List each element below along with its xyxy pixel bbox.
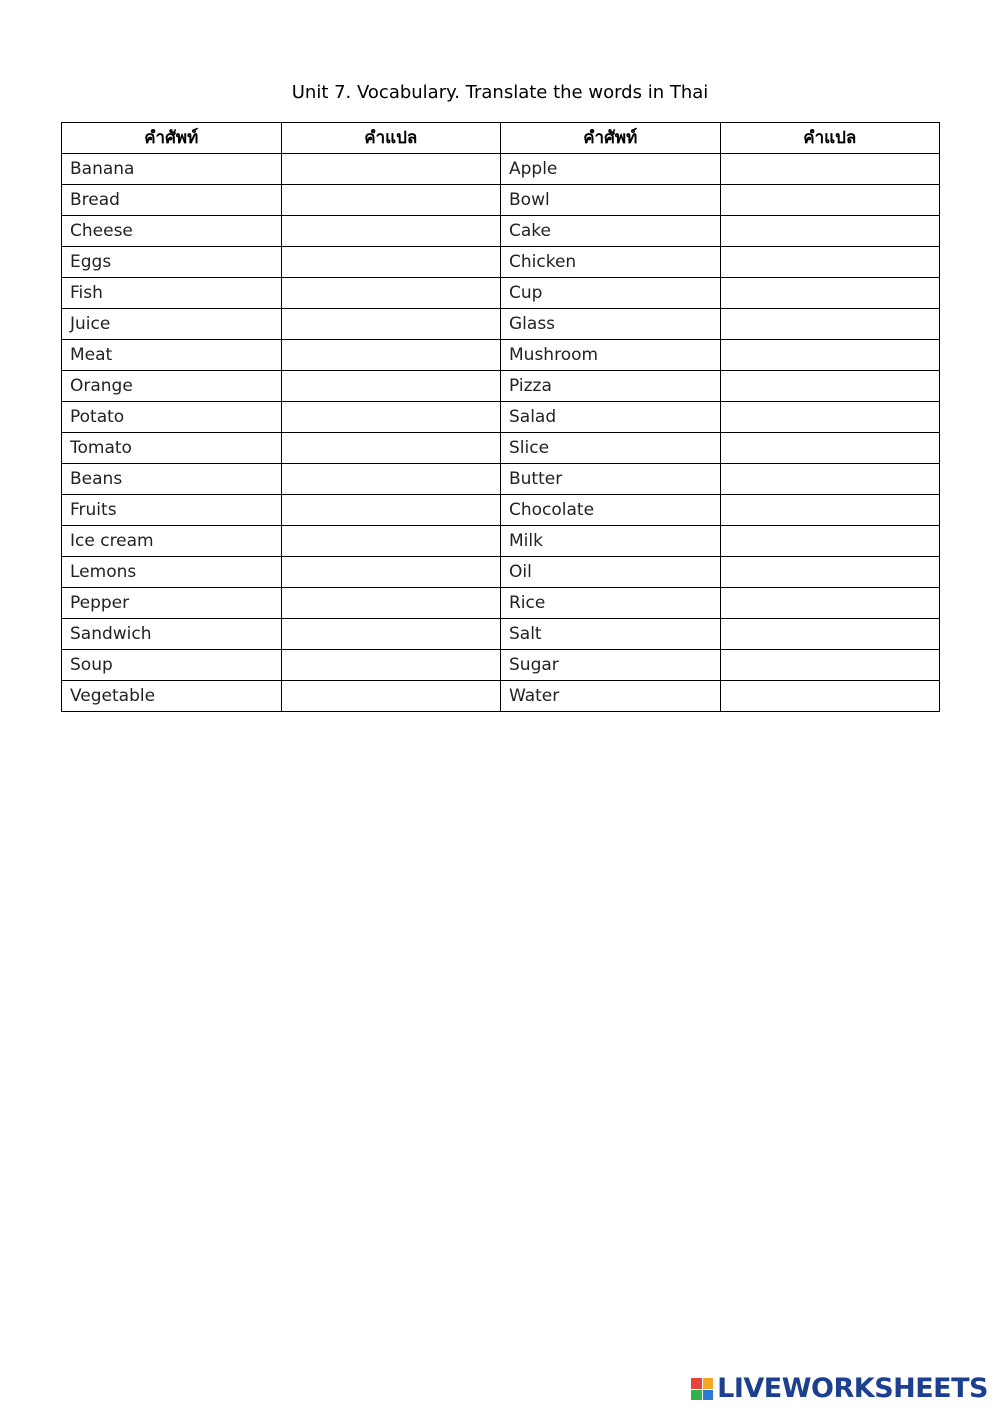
translation-answer-left[interactable]: [281, 216, 501, 247]
translation-answer-right[interactable]: [720, 247, 940, 278]
header-translation-2: คำแปล: [720, 123, 940, 154]
vocab-word-right: Apple: [501, 154, 721, 185]
logo-mark-icon: [691, 1378, 713, 1400]
vocab-word-left: Fish: [62, 278, 282, 309]
vocab-word-right: Cake: [501, 216, 721, 247]
table-row: [62, 464, 940, 495]
vocab-word-right: Mushroom: [501, 340, 721, 371]
translation-answer-right[interactable]: [720, 650, 940, 681]
translation-answer-right[interactable]: [720, 309, 940, 340]
liveworksheets-logo: [691, 1374, 988, 1404]
vocab-word-right: Sugar: [501, 650, 721, 681]
table-row: [62, 619, 940, 650]
vocab-word-right: Oil: [501, 557, 721, 588]
vocab-word-left: Fruits: [62, 495, 282, 526]
table-row: [62, 247, 940, 278]
translation-answer-left[interactable]: [281, 464, 501, 495]
vocab-word-left: Meat: [62, 340, 282, 371]
vocab-word-right: Water: [501, 681, 721, 712]
table-row: [62, 588, 940, 619]
translation-answer-left[interactable]: [281, 526, 501, 557]
translation-answer-left[interactable]: [281, 619, 501, 650]
vocab-word-left: Tomato: [62, 433, 282, 464]
vocab-word-left: Bread: [62, 185, 282, 216]
vocab-word-left: Beans: [62, 464, 282, 495]
translation-answer-left[interactable]: [281, 371, 501, 402]
vocab-word-right: Chicken: [501, 247, 721, 278]
translation-answer-right[interactable]: [720, 681, 940, 712]
vocab-word-left: Eggs: [62, 247, 282, 278]
vocab-word-left: Orange: [62, 371, 282, 402]
translation-answer-right[interactable]: [720, 526, 940, 557]
translation-answer-right[interactable]: [720, 402, 940, 433]
vocab-word-left: Juice: [62, 309, 282, 340]
table-row: [62, 340, 940, 371]
translation-answer-right[interactable]: [720, 495, 940, 526]
translation-answer-left[interactable]: [281, 340, 501, 371]
vocab-word-right: Butter: [501, 464, 721, 495]
translation-answer-left[interactable]: [281, 650, 501, 681]
translation-answer-right[interactable]: [720, 588, 940, 619]
translation-answer-right[interactable]: [720, 340, 940, 371]
table-row: [62, 278, 940, 309]
table-row: [62, 402, 940, 433]
translation-answer-right[interactable]: [720, 557, 940, 588]
vocab-word-left: Ice cream: [62, 526, 282, 557]
worksheet-title: Unit 7. Vocabulary. Translate the words in Thai: [291, 82, 709, 103]
vocab-word-right: Bowl: [501, 185, 721, 216]
translation-answer-left[interactable]: [281, 433, 501, 464]
translation-answer-left[interactable]: [281, 402, 501, 433]
translation-answer-right[interactable]: [720, 464, 940, 495]
table-row: [62, 154, 940, 185]
table-row: [62, 681, 940, 712]
logo-text: LIVEWORKSHEETS: [717, 1373, 988, 1404]
vocab-word-left: Pepper: [62, 588, 282, 619]
vocab-word-right: Slice: [501, 433, 721, 464]
translation-answer-left[interactable]: [281, 681, 501, 712]
translation-answer-right[interactable]: [720, 185, 940, 216]
table-row: [62, 495, 940, 526]
table-body: [62, 154, 940, 712]
translation-answer-left[interactable]: [281, 588, 501, 619]
table-row: [62, 526, 940, 557]
table-row: [62, 433, 940, 464]
translation-answer-left[interactable]: [281, 495, 501, 526]
vocab-word-right: Chocolate: [501, 495, 721, 526]
header-translation-1: คำแปล: [281, 123, 501, 154]
translation-answer-right[interactable]: [720, 154, 940, 185]
table-row: [62, 216, 940, 247]
vocab-word-right: Milk: [501, 526, 721, 557]
translation-answer-right[interactable]: [720, 278, 940, 309]
vocab-word-left: Sandwich: [62, 619, 282, 650]
translation-answer-left[interactable]: [281, 154, 501, 185]
table-header-row: [62, 123, 940, 154]
vocab-word-right: Pizza: [501, 371, 721, 402]
translation-answer-right[interactable]: [720, 371, 940, 402]
vocab-word-left: Banana: [62, 154, 282, 185]
translation-answer-left[interactable]: [281, 309, 501, 340]
vocab-word-left: Cheese: [62, 216, 282, 247]
vocab-word-right: Glass: [501, 309, 721, 340]
translation-answer-left[interactable]: [281, 557, 501, 588]
vocab-word-right: Salad: [501, 402, 721, 433]
translation-answer-right[interactable]: [720, 433, 940, 464]
vocab-word-right: Rice: [501, 588, 721, 619]
vocab-word-right: Salt: [501, 619, 721, 650]
table-row: [62, 309, 940, 340]
translation-answer-left[interactable]: [281, 278, 501, 309]
table-row: [62, 371, 940, 402]
header-word-1: คำศัพท์: [62, 123, 282, 154]
vocab-word-left: Vegetable: [62, 681, 282, 712]
translation-answer-right[interactable]: [720, 216, 940, 247]
translation-answer-left[interactable]: [281, 185, 501, 216]
vocabulary-table: [61, 122, 940, 712]
table-row: [62, 185, 940, 216]
table-row: [62, 557, 940, 588]
table-row: [62, 650, 940, 681]
translation-answer-right[interactable]: [720, 619, 940, 650]
vocab-word-left: Soup: [62, 650, 282, 681]
vocab-word-left: Potato: [62, 402, 282, 433]
vocab-word-right: Cup: [501, 278, 721, 309]
header-word-2: คำศัพท์: [501, 123, 721, 154]
vocab-word-left: Lemons: [62, 557, 282, 588]
translation-answer-left[interactable]: [281, 247, 501, 278]
